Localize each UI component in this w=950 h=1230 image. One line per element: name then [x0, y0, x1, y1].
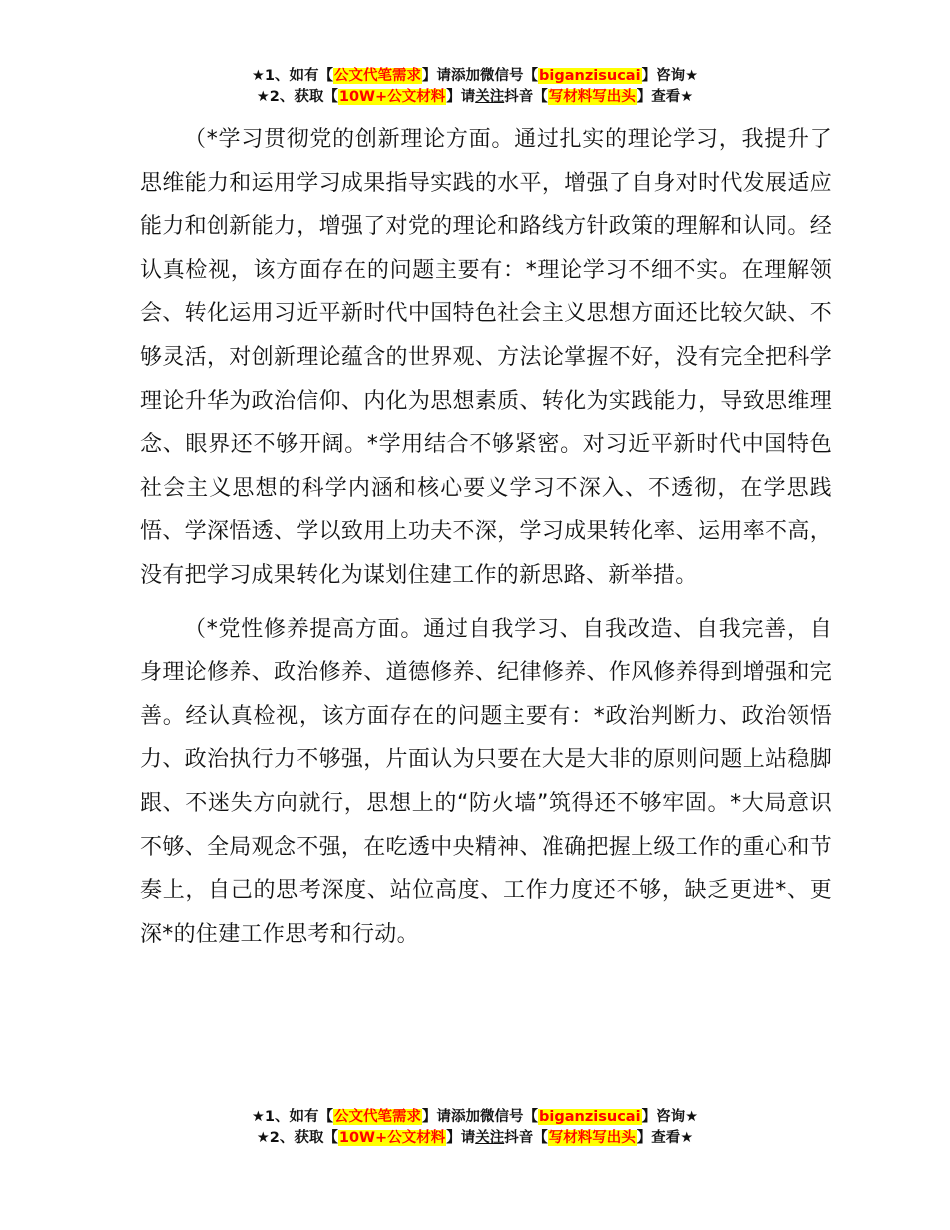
paragraph-theory-study: （*学习贯彻党的创新理论方面。通过扎实的理论学习，我提升了思维能力和运用学习成果指导实践的水平，增强了自身对时代发展适应能力和创新能力，增强了对党的理论和路线方针政策的理解和认同。经认真检视，该方面存在的问题主要有：*理论学习不细不实。在理解领会、转化运用习近平新时代中国特色社会主义思想方面还比较欠缺、不够灵活，对创新理论蕴含的世界观、方法论掌握不好，没有完全把科学理论升华为政治信仰、内化为思想素质、转化为实践能力，导致思维理念、眼界还不够开阔。*学用结合不够紧密。对习近平新时代中国特色社会主义思想的科学内涵和核心要义学习不深入、不透彻，在学思践悟、学深悟透、学以致用上功夫不深，学习成果转化率、运用率不高，没有把学习成果转化为谋划住建工作的新思路、新举措。 — [140, 127, 832, 588]
header-banner-line-1 — [0, 66, 950, 87]
footer-banner-line-1 — [0, 1107, 950, 1128]
highlight-materials: 10W+公文材料 — [338, 1130, 446, 1146]
highlight-ghostwriting: 公文代笔需求 — [334, 1109, 422, 1125]
banner-text: 】咨询★ — [641, 68, 699, 84]
banner-text: 】查看★ — [636, 89, 694, 105]
banner-text: 】查看★ — [636, 1130, 694, 1146]
highlight-douyin-account: 写材料写出头 — [548, 89, 636, 105]
banner-text: 】咨询★ — [641, 1109, 699, 1125]
header-banner — [0, 66, 950, 108]
banner-text: ★1、如有【 — [251, 68, 334, 84]
banner-text: 】请添加微信号【 — [422, 1109, 539, 1125]
highlight-materials: 10W+公文材料 — [338, 89, 446, 105]
highlight-wechat-id: biganzisucai — [539, 1109, 641, 1125]
highlight-ghostwriting: 公文代笔需求 — [334, 68, 422, 84]
underlined-follow: 关注 — [475, 1130, 505, 1146]
banner-text: 抖音【 — [504, 89, 548, 105]
highlight-wechat-id: biganzisucai — [539, 68, 641, 84]
banner-text: 】请 — [446, 1130, 476, 1146]
banner-text: 】请 — [446, 89, 476, 105]
footer-banner — [0, 1107, 950, 1149]
underlined-follow: 关注 — [475, 89, 505, 105]
header-banner-line-2 — [0, 87, 950, 108]
banner-text: 抖音【 — [504, 1130, 548, 1146]
document-body — [140, 118, 832, 956]
paragraph-party-cultivation: （*党性修养提高方面。通过自我学习、自我改造、自我完善，自身理论修养、政治修养、道德修养、纪律修养、作风修养得到增强和完善。经认真检视，该方面存在的问题主要有：*政治判断力、政治领悟力、政治执行力不够强，片面认为只要在大是大非的原则问题上站稳脚跟、不迷失方向就行，思想上的“防火墙”筑得还不够牢固。*大局意识不够、全局观念不强，在吃透中央精神、准确把握上级工作的重心和节奏上，自己的思考深度、站位高度、工作力度还不够，缺乏更进*、更深*的住建工作思考和行动。 — [140, 616, 832, 947]
banner-text: 】请添加微信号【 — [422, 68, 539, 84]
banner-text: ★2、获取【 — [256, 1130, 338, 1146]
highlight-douyin-account: 写材料写出头 — [548, 1130, 636, 1146]
banner-text: ★1、如有【 — [251, 1109, 334, 1125]
banner-text: ★2、获取【 — [256, 89, 338, 105]
footer-banner-line-2 — [0, 1128, 950, 1149]
